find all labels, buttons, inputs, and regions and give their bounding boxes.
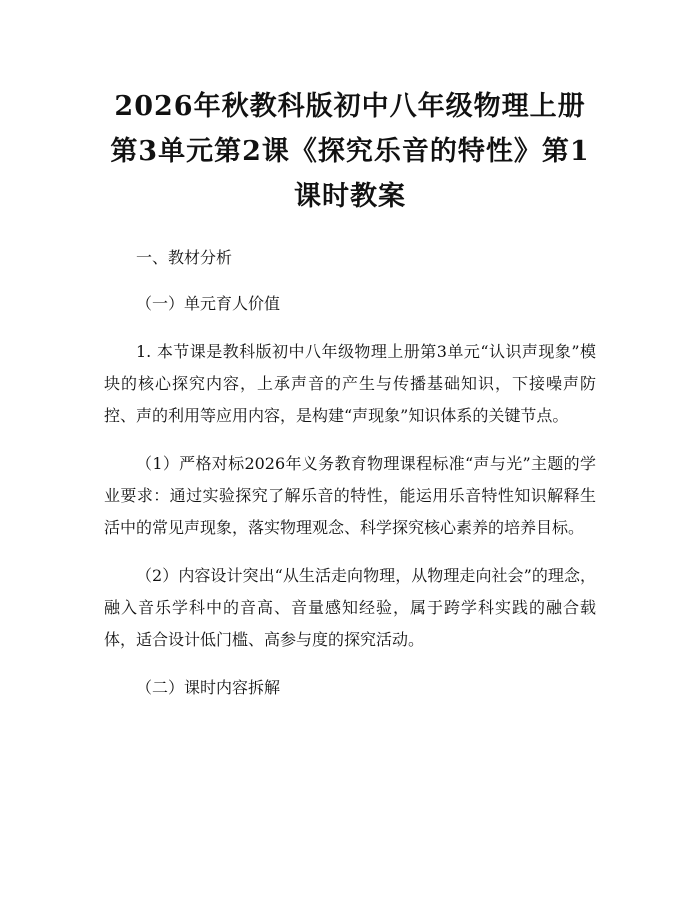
paragraph-content-design: （2）内容设计突出“从生活走向物理，从物理走向社会”的理念，融入音乐学科中的音高、音量感知经验，属于跨学科实践的融合载体，适合设计低门槛、高参与度的探究活动。 [104,566,596,649]
paragraph-curriculum-standard: （1）严格对标2026年义务教育物理课程标准“声与光”主题的学业要求：通过实验探究了解乐音的特性，能运用乐音特性知识解释生活中的常见声现象，落实物理观念、科学探究核心素养的培养目标。 [104,454,596,537]
subsection-heading-lesson-breakdown: （二）课时内容拆解 [136,678,281,697]
subsection-heading-unit-value: （一）单元育人价值 [136,294,281,313]
section-heading-teaching-material-analysis: 一、教材分析 [136,248,233,267]
document-title: 2026年秋教科版初中八年级物理上册第3单元第2课《探究乐音的特性》第1课时教案 [110,91,590,212]
paragraph-lesson-position: 1. 本节课是教科版初中八年级物理上册第3单元“认识声现象”模块的核心探究内容，上承声音的产生与传播基础知识，下接噪声防控、声的利用等应用内容，是构建“声现象”知识体系的关键节点。 [104,342,596,425]
